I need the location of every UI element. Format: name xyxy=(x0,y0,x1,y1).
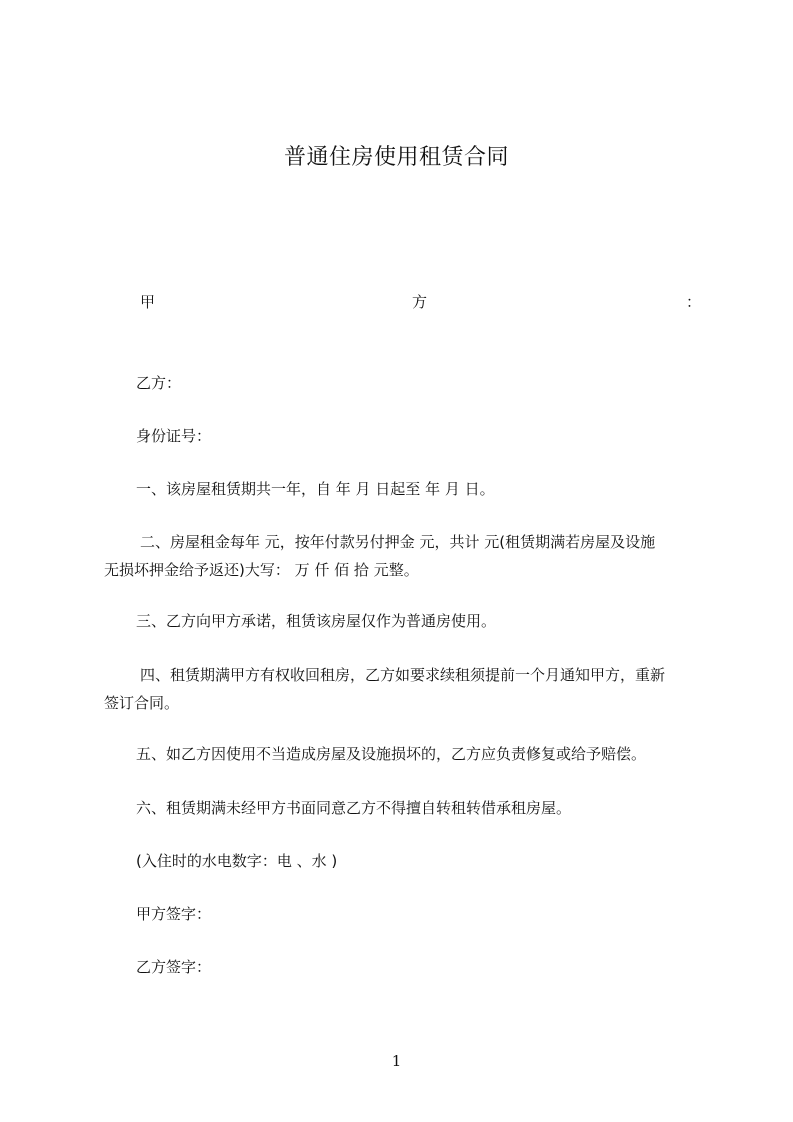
party-a-char-1: 甲 xyxy=(140,293,156,311)
page-number: 1 xyxy=(391,1052,402,1070)
signature-a-label: 甲方签字： xyxy=(136,905,212,923)
id-number-label: 身份证号： xyxy=(136,427,212,445)
clause-5: 五、如乙方因使用不当造成房屋及设施损坏的，乙方应负责修复或给予赔偿。 xyxy=(136,745,647,763)
utility-note: (入住时的水电数字：电 、水 ) xyxy=(136,852,338,870)
signature-b-label: 乙方签字： xyxy=(136,958,212,976)
party-b-label: 乙方： xyxy=(136,374,182,392)
clause-6: 六、租赁期满未经甲方书面同意乙方不得擅自转租转借承租房屋。 xyxy=(136,799,572,817)
clause-4-line-2: 签订合同。 xyxy=(104,694,180,712)
party-a-colon: ： xyxy=(686,293,702,311)
clause-2-line-1: 二、房屋租金每年 元，按年付款另付押金 元，共计 元(租赁期满若房屋及设施 xyxy=(140,533,656,551)
clause-2-line-2: 无损坏押金给予返还)大写： 万 仟 佰 拾 元整。 xyxy=(104,561,419,579)
clause-4-line-1: 四、租赁期满甲方有权收回租房，乙方如要求续租须提前一个月通知甲方，重新 xyxy=(140,666,666,684)
document-title: 普通住房使用租赁合同 xyxy=(283,145,509,170)
party-a-char-2: 方 xyxy=(412,293,428,311)
clause-1: 一、该房屋租赁期共一年，自 年 月 日起至 年 月 日。 xyxy=(136,480,495,498)
clause-3: 三、乙方向甲方承诺，租赁该房屋仅作为普通房使用。 xyxy=(136,612,497,630)
